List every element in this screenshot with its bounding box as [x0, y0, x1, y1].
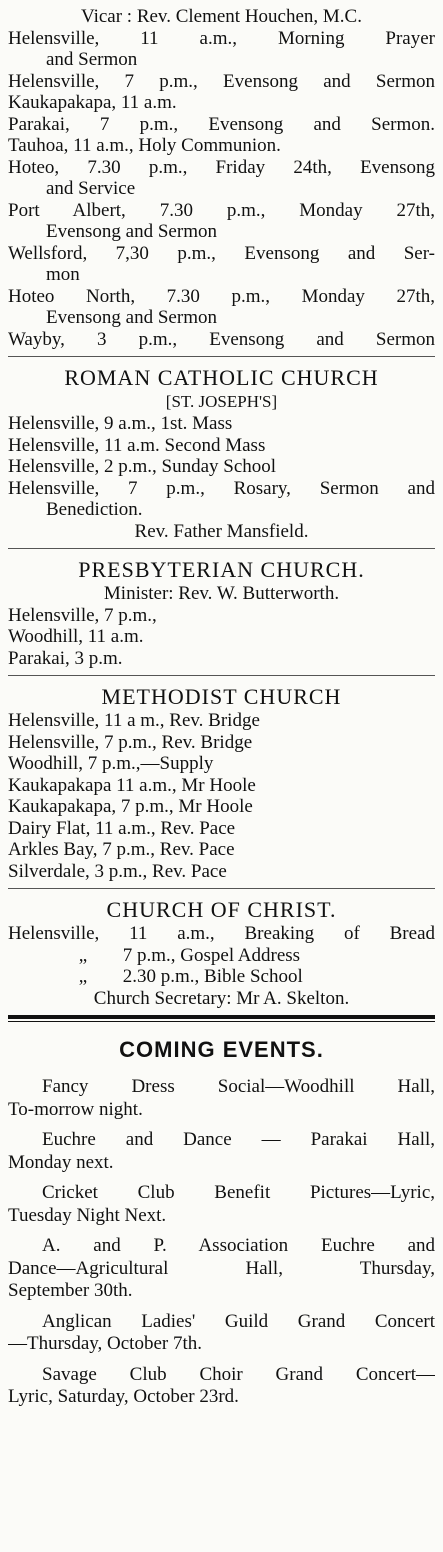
priest-line: Rev. Father Mansfield. [134, 520, 309, 542]
section-divider [8, 888, 435, 889]
service-line: Helensville, 11 a.m., Breaking of Bread [8, 923, 435, 944]
event-continuation: Dance—Agricultural Hall, Thursday, [8, 1257, 435, 1279]
event-item [8, 1235, 435, 1303]
section-divider-thin [8, 1021, 435, 1022]
service-line: Woodhill, 11 a.m. [8, 626, 144, 647]
service-continuation: and Service [46, 178, 136, 199]
service-line: Helensville, 11 a m., Rev. Bridge [8, 710, 260, 731]
service-detail: 2.30 p.m., Bible School [122, 966, 303, 987]
ditto-mark: „ [78, 944, 88, 966]
service-entry [8, 329, 435, 351]
service-line: Wayby, 3 p.m., Evensong and Sermon [8, 328, 435, 350]
service-line: Helensville, 2 p.m., Sunday School [8, 456, 277, 477]
service-line: Tauhoa, 11 a.m., Holy Communion. [8, 135, 281, 156]
service-line: Kaukapakapa, 11 a.m. [8, 92, 177, 113]
service-line: Woodhill, 7 p.m.,—Supply [8, 753, 214, 774]
event-line: Fancy Dress Social—Woodhill Hall, [42, 1076, 435, 1097]
service-continuation: Evensong and Sermon [46, 307, 217, 328]
catholic-section [8, 365, 435, 542]
service-continuation: and Sermon [46, 49, 138, 70]
event-item [8, 1076, 435, 1121]
methodist-heading: METHODIST CHURCH [101, 684, 342, 709]
service-line [8, 945, 435, 967]
service-entry [8, 71, 435, 93]
event-line: Cricket Club Benefit Pictures—Lyric, [42, 1182, 435, 1203]
section-divider [8, 675, 435, 676]
service-line: Parakai, 3 p.m. [8, 647, 123, 669]
service-line: Arkles Bay, 7 p.m., Rev. Pace [8, 839, 235, 860]
service-line: Kaukapakapa, 7 p.m., Mr Hoole [8, 796, 253, 817]
service-continuation: Evensong and Sermon [46, 221, 217, 242]
service-line: Kaukapakapa 11 a.m., Mr Hoole [8, 774, 256, 796]
service-continuation: mon [46, 264, 80, 285]
service-line: Dairy Flat, 11 a.m., Rev. Pace [8, 817, 236, 839]
event-item [8, 1182, 435, 1227]
church-of-christ-section [8, 897, 435, 1009]
ditto-mark: „ [78, 966, 88, 987]
section-divider [8, 356, 435, 357]
event-item [8, 1311, 435, 1356]
service-line: Helensville, 7 p.m., Rev. Bridge [8, 731, 253, 753]
section-divider-thick [8, 1015, 435, 1019]
secretary-line: Church Secretary: Mr A. Skelton. [93, 987, 350, 1009]
service-line [8, 966, 435, 988]
service-line: Parakai, 7 p.m., Evensong and Sermon. [8, 113, 435, 135]
section-divider [8, 548, 435, 549]
event-continuation: Monday next. [8, 1151, 114, 1173]
coming-events-section [8, 1036, 435, 1409]
service-entry [8, 135, 435, 157]
methodist-section [8, 684, 435, 882]
service-line: Port Albert, 7.30 p.m., Monday 27th, [8, 199, 435, 221]
vicar-line: Vicar : Rev. Clement Houchen, M.C. [81, 6, 362, 27]
event-item [8, 1129, 435, 1174]
service-line: Helensville, 7 p.m., Rosary, Sermon and [8, 477, 435, 499]
service-line: Hoteo North, 7.30 p.m., Monday 27th, [8, 285, 435, 307]
service-entry [8, 28, 435, 71]
service-line: Helensville, 11 a.m. Second Mass [8, 434, 266, 456]
service-line: Helensville, 7 p.m., Evensong and Sermon [8, 70, 435, 92]
presbyterian-section [8, 557, 435, 669]
service-line: Wellsford, 7,30 p.m., Evensong and Ser- [8, 242, 435, 264]
event-continuation: Tuesday Night Next. [8, 1204, 167, 1226]
minister-line: Minister: Rev. W. Butterworth. [103, 583, 340, 604]
service-entry [8, 200, 435, 243]
service-entry [8, 286, 435, 329]
coming-events-heading: COMING EVENTS. [119, 1037, 324, 1062]
event-line: A. and P. Association Euchre and [42, 1235, 435, 1256]
event-line: Anglican Ladies' Guild Grand Concert [42, 1310, 435, 1332]
service-entry [8, 92, 435, 114]
event-continuation: —Thursday, October 7th. [8, 1333, 202, 1354]
service-entry [8, 157, 435, 200]
event-continuation: To-morrow night. [8, 1098, 143, 1120]
service-detail: 7 p.m., Gospel Address [122, 944, 301, 966]
service-line: Hoteo, 7.30 p.m., Friday 24th, Evensong [8, 156, 435, 178]
service-continuation: Benediction. [46, 499, 143, 520]
event-continuation: September 30th. [8, 1280, 133, 1301]
event-line: Euchre and Dance — Parakai Hall, [42, 1129, 435, 1150]
presbyterian-heading: PRESBYTERIAN CHURCH. [78, 557, 365, 582]
event-line: Savage Club Choir Grand Concert— [42, 1363, 435, 1385]
service-entry [8, 243, 435, 286]
service-line: Silverdale, 3 p.m., Rev. Pace [8, 860, 227, 882]
event-item [8, 1364, 435, 1409]
event-continuation: Lyric, Saturday, October 23rd. [8, 1386, 239, 1407]
catholic-heading: ROMAN CATHOLIC CHURCH [64, 365, 379, 390]
service-line: Helensville, 7 p.m., [8, 604, 157, 626]
service-line: Helensville, 11 a.m., Morning Prayer [8, 27, 435, 49]
service-line: Helensville, 9 a.m., 1st. Mass [8, 413, 233, 434]
service-entry [8, 114, 435, 136]
anglican-section [8, 6, 435, 350]
church-of-christ-heading: CHURCH OF CHRIST. [106, 897, 337, 922]
catholic-subheading: [ST. JOSEPH'S] [165, 392, 278, 411]
